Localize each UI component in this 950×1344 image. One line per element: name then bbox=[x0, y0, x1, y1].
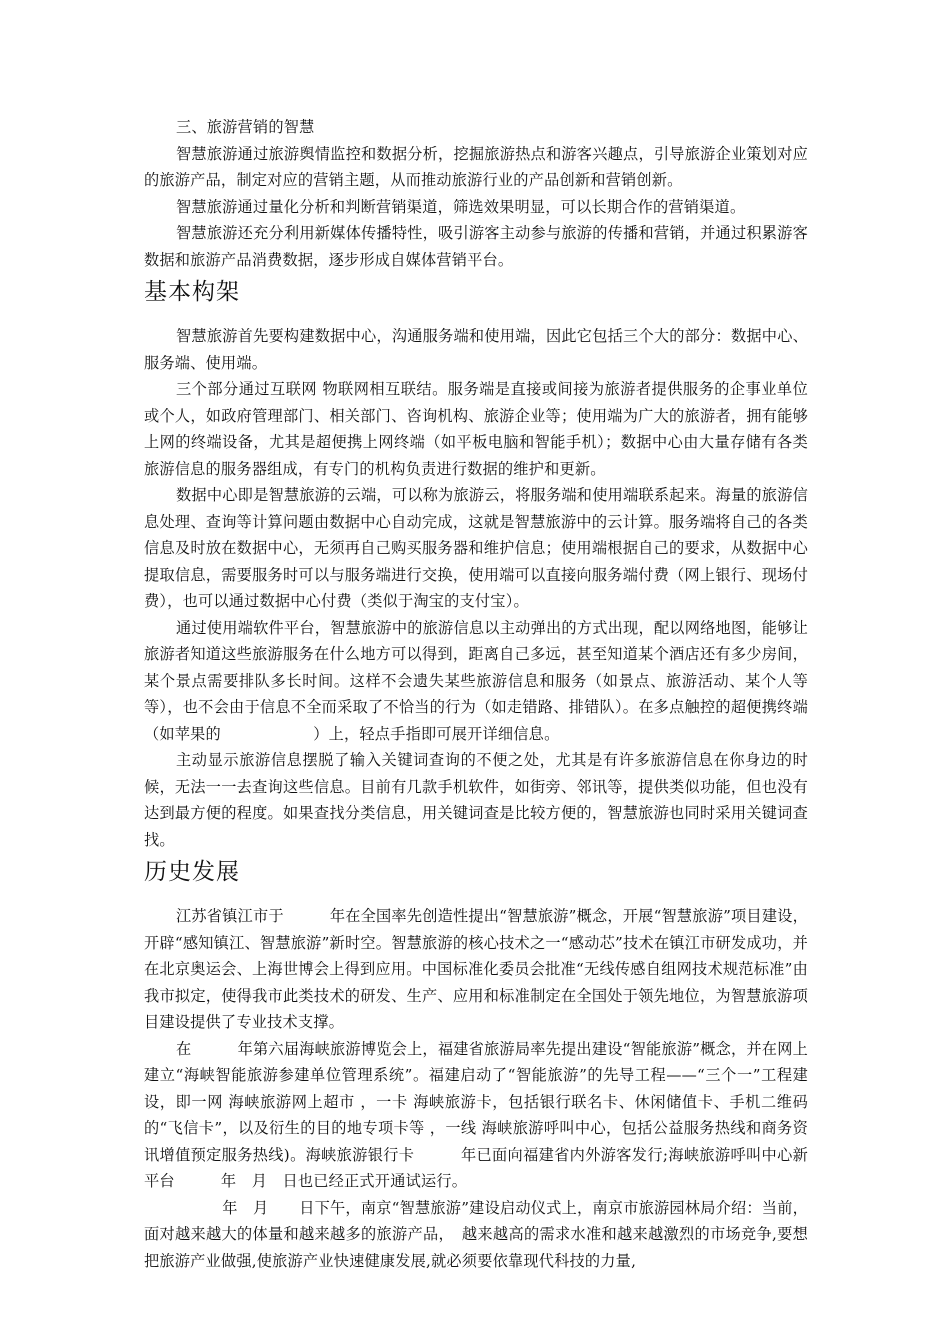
history-paragraph-3: 年 月 日下午，南京“智慧旅游”建设启动仪式上，南京市旅游园林局介绍：当前，面对越来越大的体量和越来越多的旅游产品， 越来越高的需求水准和越来越激烈的市场竞争,要想把旅游产业做强,使旅游产业快速健康发展,就必须要依靠现代科技的力量, bbox=[144, 1198, 808, 1270]
basic-paragraph-1: 智慧旅游首先要构建数据中心，沟通服务端和使用端，因此它包括三个大的部分：数据中心、服务端、使用端。 bbox=[144, 327, 808, 372]
basic-paragraph-3: 数据中心即是智慧旅游的云端，可以称为旅游云，将服务端和使用端联系起来。海量的旅游信息处理、查询等计算问题由数据中心自动完成，这就是智慧旅游中的云计算。服务端将自己的各类信息及时放在数据中心，无须再自己购买服务器和维护信息；使用端根据自己的要求，从数据中心提取信息，需要服务时可以与服务端进行交换，使用端可以直接向服务端付费（网上银行、现场付费），也可以通过数据中心付费（类似于淘宝的支付宝）。 bbox=[144, 486, 808, 610]
basic-paragraph-5: 主动显示旅游信息摆脱了输入关键词查询的不便之处，尤其是有许多旅游信息在你身边的时候，无法一一去查询这些信息。目前有几款手机软件，如街旁、邻讯等，提供类似功能，但也没有达到最方便的程度。如果查找分类信息，用关键词查是比较方便的，智慧旅游也同时采用关键词查找。 bbox=[144, 751, 808, 849]
history-heading: 历史发展 bbox=[144, 859, 240, 885]
basic-architecture-heading: 基本构架 bbox=[144, 279, 240, 305]
marketing-paragraph-3: 智慧旅游还充分利用新媒体传播特性，吸引游客主动参与旅游的传播和营销，并通过积累游客数据和旅游产品消费数据，逐步形成自媒体营销平台。 bbox=[144, 224, 808, 269]
marketing-subheading: 三、旅游营销的智慧 bbox=[176, 118, 315, 136]
document-page bbox=[144, 114, 808, 1274]
history-paragraph-1: 江苏省镇江市于 年在全国率先创造性提出“智慧旅游”概念，开展“智慧旅游”项目建设，开辟“感知镇江、智慧旅游”新时空。智慧旅游的核心技术之一“感动芯”技术在镇江市研发成功，并在北京奥运会、上海世博会上得到应用。中国标准化委员会批准“无线传感自组网技术规范标准”由我市拟定，使得我市此类技术的研发、生产、应用和标准制定在全国处于领先地位，为智慧旅游项目建设提供了专业技术支撑。 bbox=[144, 907, 808, 1031]
basic-paragraph-2: 三个部分通过互联网 物联网相互联结。服务端是直接或间接为旅游者提供服务的企事业单位或个人，如政府管理部门、相关部门、咨询机构、旅游企业等；使用端为广大的旅游者，拥有能够上网的终端设备，尤其是超便携上网终端（如平板电脑和智能手机）；数据中心由大量存储有各类旅游信息的服务器组成，有专门的机构负责进行数据的维护和更新。 bbox=[144, 380, 808, 478]
marketing-paragraph-1: 智慧旅游通过旅游舆情监控和数据分析，挖掘旅游热点和游客兴趣点，引导旅游企业策划对应的旅游产品，制定对应的营销主题，从而推动旅游行业的产品创新和营销创新。 bbox=[144, 144, 808, 189]
marketing-paragraph-2: 智慧旅游通过量化分析和判断营销渠道，筛选效果明显，可以长期合作的营销渠道。 bbox=[176, 197, 746, 216]
basic-paragraph-4: 通过使用端软件平台，智慧旅游中的旅游信息以主动弹出的方式出现，配以网络地图，能够让旅游者知道这些旅游服务在什么地方可以得到，距离自己多远，甚至知道某个酒店还有多少房间，某个景点需要排队多长时间。这样不会遗失某些旅游信息和服务（如景点、旅游活动、某个人等等），也不会由于信息不全而采取了不恰当的行为（如走错路、排错队）。在多点触控的超便携终端（如苹果的 ）上，轻点手指即可展开详细信息。 bbox=[144, 618, 808, 743]
history-paragraph-2: 在 年第六届海峡旅游博览会上，福建省旅游局率先提出建设“智能旅游”概念，并在网上建立“海峡智能旅游参建单位管理系统”。福建启动了“智能旅游”的先导工程——“三个一”工程建设，即一网 海峡旅游网上超市 ，一卡 海峡旅游卡，包括银行联名卡、休闲储值卡、手机二维码的“飞信卡”，以及衍生的目的地专项卡等 ，一线 海峡旅游呼叫中心，包括公益服务热线和商务资讯增值预定服务热线)。海峡旅游银行卡 年已面向福建省内外游客发行;海峡旅游呼叫中心新平台 年 月 日也已经正式开通试运行。 bbox=[144, 1039, 808, 1190]
